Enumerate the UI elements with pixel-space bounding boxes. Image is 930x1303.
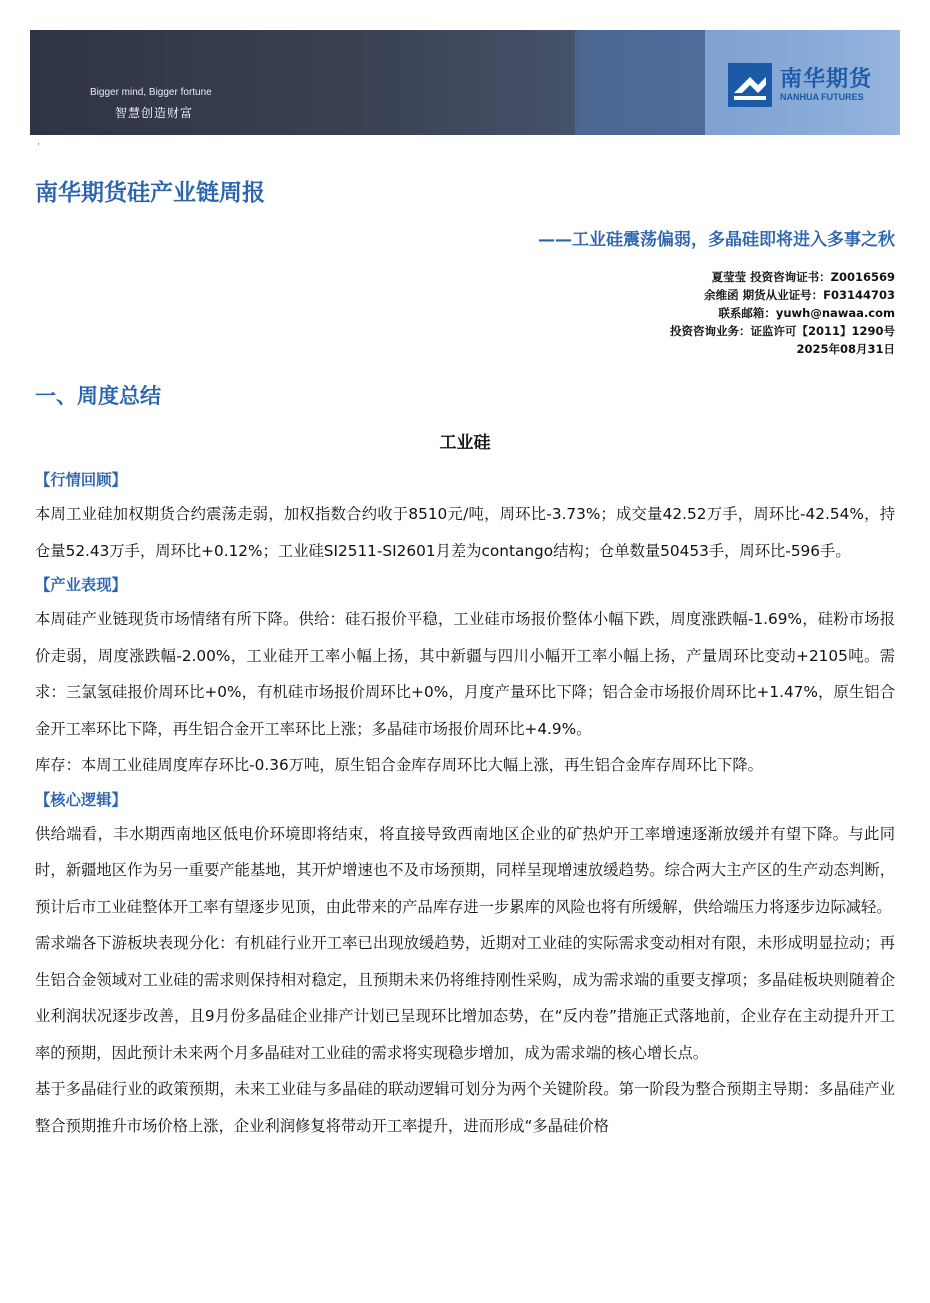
banner-stripe — [575, 30, 705, 135]
license-line: 投资咨询业务：证监许可【2011】1290号 — [669, 324, 895, 338]
report-body — [35, 464, 895, 1144]
author-line: 余维函 期货从业证号：F03144703 — [704, 288, 895, 302]
paragraph: 基于多晶硅行业的政策预期，未来工业硅与多晶硅的联动逻辑可划分为两个关键阶段。第一阶段为整合预期主导期：多晶硅产业整合预期推升市场价格上涨，企业利润修复将带动开工率提升，进而形成“多晶硅价格 — [35, 1080, 895, 1135]
tag-core-logic: 【核心逻辑】 — [35, 790, 127, 809]
paragraph: 供给端看，丰水期西南地区低电价环境即将结束，将直接导致西南地区企业的矿热炉开工率增速逐渐放缓并有望下降。与此同时，新疆地区作为另一重要产能基地，其开炉增速也不及市场预期，同样呈现增速放缓趋势。综合两大主产区的生产动态判断，预计后市工业硅整体开工率有望逐步见顶，由此带来的产品库存进一步累库的风险也将有所缓解，供给端压力将逐步边际减轻。 — [35, 824, 895, 916]
document-title: 南华期货硅产业链周报 — [35, 180, 265, 206]
report-date: 2025年08月31日 — [796, 342, 895, 356]
tag-industry-performance: 【产业表现】 — [35, 576, 127, 594]
header-banner — [30, 30, 900, 135]
logo-english: NANHUA FUTURES — [780, 91, 864, 102]
author-info — [670, 268, 895, 358]
paragraph: 本周工业硅加权期货合约震荡走弱，加权指数合约收于8510元/吨，周环比-3.73%；成交量42.52万手，周环比-42.54%，持仓量52.43万手，周环比+0.12%；工业硅SI2511-SI2601月差为contango结构；仓单数量50453手，周环比-596手。 — [35, 505, 895, 560]
contact-email: 联系邮箱：yuwh@nawaa.com — [718, 306, 895, 320]
page-marker: · — [37, 140, 40, 150]
paragraph: 需求端各下游板块表现分化：有机硅行业开工率已出现放缓趋势，近期对工业硅的实际需求变动相对有限，未形成明显拉动；再生铝合金领域对工业硅的需求则保持相对稳定，且预期未来仍将维持刚性采购，成为需求端的重要支撑项；多晶硅板块则随着企业利润状况逐步改善，且9月份多晶硅企业排产计划已呈现环比增加态势，在“反内卷”措施正式落地前，企业存在主动提升开工率的预期，因此预计未来两个月多晶硅对工业硅的需求将实现稳步增加，成为需求端的核心增长点。 — [35, 934, 895, 1062]
slogan-chinese: 智慧创造财富 — [115, 106, 194, 120]
paragraph: 库存：本周工业硅周度库存环比-0.36万吨，原生铝合金库存周环比大幅上涨，再生铝合金库存周环比下降。 — [35, 756, 763, 774]
logo-chinese: 南华期货 — [780, 66, 873, 92]
company-logo — [728, 63, 872, 107]
author-line: 夏莹莹 投资咨询证书：Z0016569 — [711, 270, 895, 284]
section-subheading: 工业硅 — [439, 433, 491, 453]
section-heading: 一、周度总结 — [35, 384, 161, 408]
logo-mark-icon — [728, 63, 772, 107]
slogan-english: Bigger mind, Bigger fortune — [90, 87, 212, 98]
document-subtitle: ——工业硅震荡偏弱，多晶硅即将进入多事之秋 — [538, 230, 895, 250]
tag-market-review: 【行情回顾】 — [35, 471, 127, 489]
paragraph: 本周硅产业链现货市场情绪有所下降。供给：硅石报价平稳，工业硅市场报价整体小幅下跌，周度涨跌幅-1.69%，硅粉市场报价走弱，周度涨跌幅-2.00%，工业硅开工率小幅上扬，其中新疆与四川小幅开工率小幅上扬，产量周环比变动+2105吨。需求：三氯氢硅报价周环比+0%，有机硅市场报价周环比+0%，月度产量环比下降；铝合金市场报价周环比+1.47%，原生铝合金开工率环比下降，再生铝合金开工率环比上涨；多晶硅市场报价周环比+4.9%。 — [35, 610, 895, 738]
